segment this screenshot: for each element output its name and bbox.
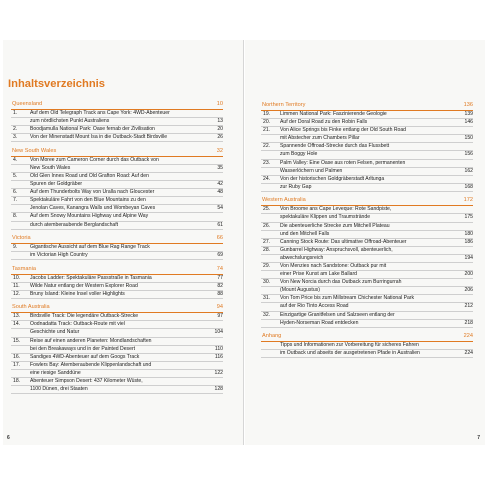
entry-number: 1. — [13, 110, 18, 116]
entry-page: 162 — [464, 167, 473, 174]
toc-entry-line — [261, 247, 473, 255]
entry-title: im Outback und abseits der ausgetretenen Pfade in Australien — [280, 350, 420, 357]
entry-title: Gigantische Aussicht auf dem Blue Rag Range Track — [30, 244, 150, 250]
entry-title: Gunbarrel Highway: Anspruchsvoll, abenteuerlich, — [280, 246, 393, 253]
entry-title: Von Alice Springs bis Finke entlang der Old South Road — [280, 127, 407, 134]
toc-entry-line — [11, 283, 223, 291]
entry-title: und den Mitchell Falls — [280, 230, 330, 237]
entry-title: Boodjamulla National Park: Oase fernab der Zivilisation — [30, 126, 155, 133]
toc-entry-line — [11, 378, 223, 386]
toc-entry-line — [261, 151, 473, 159]
entry-page: 212 — [464, 303, 473, 310]
toc-entry-line — [11, 222, 223, 230]
entry-page: 194 — [464, 254, 473, 261]
section-name: Tasmania — [12, 265, 36, 272]
entry-number: 17. — [13, 361, 21, 368]
entry-title: Tipps und Informationen zur Vorbereitung für sicheres Fahren — [280, 342, 419, 349]
entry-page: 20 — [217, 126, 223, 133]
section-page: 32 — [216, 147, 223, 154]
toc-entry-line — [11, 386, 223, 394]
toc-entry-line — [11, 126, 223, 134]
entry-title: New South Wales — [30, 164, 71, 171]
entry-number: 26. — [263, 222, 271, 229]
section-page: 74 — [216, 265, 223, 272]
entry-page: 139 — [464, 111, 473, 117]
toc-entry-line — [261, 279, 473, 287]
toc-entry-line — [11, 173, 223, 181]
entry-page: 104 — [214, 329, 223, 336]
toc-entry-line — [11, 213, 223, 221]
entry-number: 18. — [13, 378, 21, 384]
toc-entry-line — [11, 329, 223, 337]
entry-page: 150 — [464, 135, 473, 142]
left-page — [3, 40, 244, 445]
entry-title: Bruny Island: Kleine Insel voller Highlights — [30, 290, 125, 297]
toc-entry-line — [11, 252, 223, 260]
entry-title: Auf dem Snowy Mountains Highway und Alpine Way — [30, 213, 149, 220]
section-heading — [11, 100, 223, 110]
entry-page: 175 — [464, 214, 473, 221]
entry-number: 13. — [13, 313, 21, 320]
right-page — [245, 40, 485, 445]
toc-entry-line — [261, 135, 473, 143]
section-name: Anhang — [262, 333, 282, 340]
entry-title: Hyden-Norseman Road entdecken — [280, 319, 359, 326]
entry-page: 61 — [217, 221, 223, 228]
entry-title: Wasserlöchern und Palmen — [280, 167, 343, 174]
section-name: Victoria — [12, 235, 31, 241]
entry-page: 69 — [217, 252, 223, 259]
toc-entry-line — [11, 181, 223, 189]
entry-number: 8. — [13, 213, 18, 220]
toc-entry-line — [11, 134, 223, 142]
toc-section — [11, 147, 223, 230]
section-page: 94 — [216, 304, 223, 311]
entry-title: Auf dem Old Telegraph Track ans Cape York: 4WD-Abenteuer — [30, 110, 170, 116]
toc-entry-line — [261, 320, 473, 328]
entry-page: 35 — [217, 164, 223, 171]
toc-entry-line — [11, 362, 223, 370]
section-heading — [11, 265, 223, 275]
entry-page: 146 — [464, 119, 473, 126]
entry-page: 82 — [217, 282, 223, 289]
toc-entry-line — [261, 119, 473, 127]
entry-title: Geschichte und Natur — [30, 329, 80, 336]
entry-title: Old Glen Innes Road und Old Grafton Road: Auf den — [30, 172, 149, 179]
toc-entry-line — [261, 312, 473, 320]
entry-title: Von Broome ans Cape Leveque: Rote Sandpiste, — [280, 206, 392, 213]
toc-entry-line — [261, 160, 473, 168]
entry-number: 2. — [13, 126, 18, 133]
entry-page: 128 — [214, 386, 223, 393]
entry-title: durch atemberaubende Berglandschaft — [30, 221, 119, 228]
entry-number: 9. — [13, 244, 18, 250]
toc-entry-line — [261, 239, 473, 247]
entry-title: Limmen National Park: Faszinierende Geologie — [280, 111, 387, 117]
section-page: 10 — [216, 101, 223, 107]
entry-number: 24. — [263, 175, 271, 182]
entry-page: 110 — [214, 345, 223, 352]
section-name: Queensland — [12, 101, 43, 107]
toc-section — [261, 101, 473, 192]
toc-entry-line — [11, 205, 223, 213]
entry-number: 21. — [263, 127, 271, 134]
entry-number: 7. — [13, 197, 18, 204]
entry-number: 31. — [263, 295, 271, 302]
entry-title: Sandiges 4WD-Abenteuer auf dem Googs Track — [30, 353, 140, 360]
entry-title: Jacobs Ladder: Spektakuläre Passstraße in Tasmania — [30, 274, 152, 281]
toc-entry-line — [261, 295, 473, 303]
toc-entry-line — [11, 313, 223, 321]
entry-title: 1100 Dünen, drei Staaten — [30, 386, 88, 393]
entry-page: 116 — [214, 353, 223, 360]
entry-number: 14. — [13, 321, 21, 328]
entry-page: 97 — [217, 313, 223, 320]
entry-page: 26 — [217, 134, 223, 141]
entry-number: 15. — [13, 337, 21, 344]
section-heading — [261, 332, 473, 342]
entry-number: 29. — [263, 262, 271, 269]
entry-title: im Victorian High Country — [30, 252, 88, 259]
section-name: Northern Territory — [262, 102, 306, 108]
entry-number: 30. — [263, 279, 271, 286]
toc-entry-line — [261, 223, 473, 231]
entry-title: spektakuläre Klippen und Traumstrände — [280, 214, 371, 221]
entry-page: 54 — [217, 205, 223, 212]
toc-entry-line — [261, 287, 473, 295]
toc-section — [11, 265, 223, 299]
entry-title: Spektakuläre Fahrt von den Blue Mountains zu den — [30, 197, 146, 204]
entry-title: (Mount Augustus) — [280, 287, 320, 294]
entry-number: 20. — [263, 119, 271, 126]
entry-number: 4. — [13, 156, 18, 163]
entry-number: 5. — [13, 172, 18, 179]
toc-entry-line — [11, 197, 223, 205]
entry-title: Reise auf einen anderen Planeten: Mondlandschaften — [30, 337, 152, 344]
section-name: Western Australia — [262, 197, 306, 204]
entry-page: 156 — [464, 151, 473, 158]
entry-page: 42 — [217, 181, 223, 188]
section-page: 136 — [463, 102, 473, 108]
toc-entry-line — [261, 303, 473, 311]
entry-title: auf der Rio Tinto Access Road — [280, 303, 349, 310]
toc-entry-line — [11, 244, 223, 252]
toc-entry-line — [11, 275, 223, 283]
entry-page: 77 — [217, 274, 223, 281]
entry-page: 88 — [217, 290, 223, 297]
entry-title: Von Moree zum Cameron Corner durch das Outback von — [30, 156, 159, 163]
toc-entry-line — [11, 370, 223, 378]
toc-entry-line — [11, 165, 223, 173]
entry-title: Abenteuer Simpson Desert: 437 Kilometer Wüste, — [30, 378, 143, 384]
toc-entry-line — [261, 143, 473, 151]
entry-number: 19. — [263, 111, 271, 117]
section-page: 66 — [216, 235, 223, 241]
toc-entry-line — [11, 346, 223, 354]
entry-number: 10. — [13, 274, 21, 281]
entry-title: Fowlers Bay: Atemberaubende Klippenlandschaft und — [30, 361, 152, 368]
entry-number: 32. — [263, 311, 271, 318]
entry-page: 13 — [217, 118, 223, 125]
toc-entry-line — [261, 206, 473, 214]
entry-title: Von der Minenstadt Mount Isa in die Outback-Stadt Birdsville — [30, 134, 168, 141]
entry-title: abwechslungsreich — [280, 254, 324, 261]
entry-title: Die abenteuerliche Strecke zum Mitchell Plateau — [280, 222, 390, 229]
entry-page: 200 — [464, 271, 473, 278]
entry-page: 186 — [464, 238, 473, 245]
section-heading — [261, 101, 473, 111]
section-heading — [11, 234, 223, 244]
entry-title: eine riesige Sanddüne — [30, 369, 81, 376]
toc-entry-line — [11, 321, 223, 329]
toc-entry-line — [11, 338, 223, 346]
entry-title: einer Prise Kunst am Lake Ballard — [280, 271, 358, 278]
toc-section — [261, 332, 473, 358]
entry-title: zum Boggy Hole — [280, 151, 318, 158]
toc-section — [11, 234, 223, 260]
entry-title: zum nördlichsten Punkt Australiens — [30, 118, 110, 125]
toc-entry-line — [261, 184, 473, 192]
toc-column-right — [261, 101, 473, 363]
entry-number: 6. — [13, 189, 18, 196]
entry-number: 22. — [263, 143, 271, 150]
entry-page: 122 — [214, 369, 223, 376]
entry-number: 16. — [13, 353, 21, 360]
toc-entry-line — [261, 176, 473, 184]
entry-title: Von New Norcia durch das Outback zum Burringurrah — [280, 279, 402, 286]
entry-page: 48 — [217, 189, 223, 196]
section-page: 172 — [463, 197, 473, 204]
entry-title: Palm Valley: Eine Oase aus roten Felsen, permanenten — [280, 159, 406, 166]
toc-entry-line — [261, 127, 473, 135]
entry-title: Einzigartige Granitfelsen und Salzseen entlang der — [280, 311, 395, 318]
toc-section — [11, 100, 223, 142]
section-name: New South Wales — [12, 147, 57, 154]
toc-entry-line — [11, 157, 223, 165]
toc-section — [11, 303, 223, 394]
toc-entry-line — [11, 291, 223, 299]
toc-entry-line — [261, 350, 473, 358]
entry-title: Von der historischen Goldgräberstadt Arltunga — [280, 175, 385, 182]
entry-title: mit Abstecher zum Chambers Pillar — [280, 135, 360, 142]
section-name: South Australia — [12, 304, 50, 311]
entry-title: zur Ruby Gap — [280, 183, 312, 190]
toc-entry-line — [261, 255, 473, 263]
entry-title: Auf der Doral Road zu den Robin Falls — [280, 119, 368, 126]
page-number-left: 6 — [7, 435, 10, 441]
entry-number: 27. — [263, 238, 271, 245]
section-heading — [11, 303, 223, 313]
entry-title: Canning Stock Route: Das ultimative Offroad-Abenteuer — [280, 238, 407, 245]
entry-number: 12. — [13, 290, 21, 297]
entry-page: 218 — [464, 319, 473, 326]
entry-title: Spannende Offroad-Strecke durch das Flussbett — [280, 143, 390, 150]
page-number-right: 7 — [477, 435, 480, 441]
entry-number: 11. — [13, 282, 20, 289]
toc-section — [261, 196, 473, 327]
entry-title: Oodnadatta Track: Outback-Route mit viel — [30, 321, 125, 328]
section-page: 224 — [463, 333, 473, 340]
entry-title: Spuren der Goldgräber — [30, 181, 83, 188]
toc-entry-line — [11, 118, 223, 126]
entry-number: 3. — [13, 134, 18, 141]
toc-entry-line — [261, 263, 473, 271]
entry-number: 23. — [263, 159, 271, 166]
entry-title: Von Menzies nach Sandstone: Outback pur mit — [280, 262, 387, 269]
entry-title: bei den Breakaways und in der Painted Desert — [30, 345, 136, 352]
toc-entry-line — [261, 342, 473, 350]
toc-column-left — [11, 100, 223, 399]
toc-entry-line — [261, 168, 473, 176]
toc-entry-line — [261, 231, 473, 239]
section-heading — [11, 147, 223, 157]
section-heading — [261, 196, 473, 206]
entry-title: Jenolan Caves, Kanangra Walls und Wombeyan Caves — [30, 205, 156, 212]
entry-page: 168 — [464, 183, 473, 190]
entry-title: Wilde Natur entlang der Western Explorer Road — [30, 282, 138, 289]
entry-page: 180 — [464, 230, 473, 237]
entry-page: 206 — [464, 287, 473, 294]
toc-title: Inhaltsverzeichnis — [8, 78, 105, 90]
entry-number: 28. — [263, 246, 271, 253]
toc-entry-line — [261, 271, 473, 279]
entry-title: Von Tom Price bis zum Millstream Chichester National Park — [280, 295, 415, 302]
entry-page: 224 — [464, 350, 473, 357]
entry-number: 25. — [263, 206, 271, 213]
toc-entry-line — [11, 110, 223, 118]
toc-entry-line — [11, 189, 223, 197]
toc-entry-line — [261, 111, 473, 119]
entry-title: Auf dem Thunderbolts Way von Uralla nach Gloucester — [30, 189, 155, 196]
toc-entry-line — [11, 354, 223, 362]
entry-title: Birdsville Track: Die legendäre Outback-Strecke — [30, 313, 139, 320]
toc-entry-line — [261, 214, 473, 222]
